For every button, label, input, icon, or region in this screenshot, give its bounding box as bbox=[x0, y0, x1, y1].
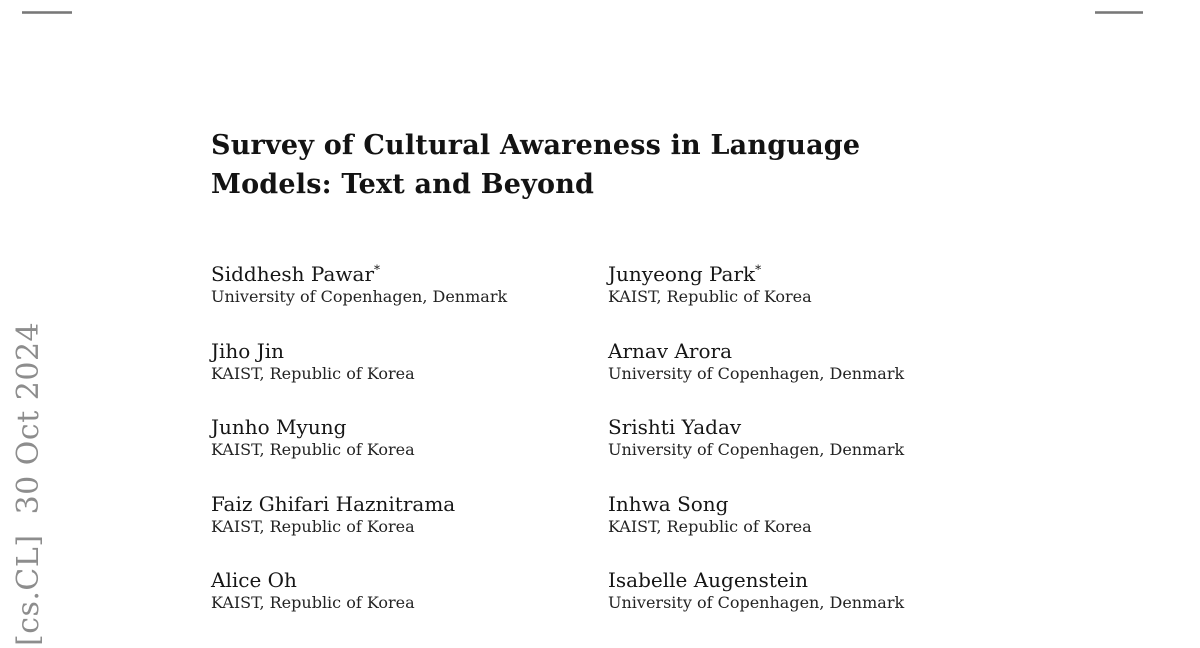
paper-title-line1: Survey of Cultural Awareness in Language bbox=[211, 130, 861, 161]
author-name-text: Jiho Jin bbox=[211, 338, 284, 363]
author-name-text: Inhwa Song bbox=[608, 491, 729, 516]
author-affiliation: KAIST, Republic of Korea bbox=[211, 363, 415, 383]
author-name-text: Srishti Yadav bbox=[608, 415, 742, 439]
author-affiliation: University of Copenhagen, Denmark bbox=[608, 363, 905, 383]
author-affiliation: University of Copenhagen, Denmark bbox=[608, 440, 905, 459]
arxiv-sidebar-stamp: [cs.CL] 30 Oct 2024 bbox=[11, 321, 46, 646]
author-affiliation: University of Copenhagen, Denmark bbox=[608, 593, 905, 612]
top-right-crop-mark bbox=[1095, 11, 1143, 14]
author-affiliation: KAIST, Republic of Korea bbox=[211, 516, 415, 536]
author-name-text: Junho Myung bbox=[211, 415, 347, 439]
author-name bbox=[211, 414, 608, 440]
author-block bbox=[608, 338, 1005, 415]
author-name-text: Isabelle Augenstein bbox=[608, 568, 808, 592]
author-block bbox=[608, 414, 1005, 491]
author-affiliation: KAIST, Republic of Korea bbox=[608, 287, 812, 306]
paper-title-line2: Models: Text and Beyond bbox=[211, 169, 595, 200]
author-name bbox=[211, 261, 608, 287]
author-block bbox=[211, 491, 608, 568]
author-block bbox=[211, 414, 608, 491]
author-block bbox=[211, 567, 608, 644]
paper-title bbox=[211, 126, 860, 204]
author-name bbox=[211, 491, 608, 517]
author-affiliation: KAIST, Republic of Korea bbox=[211, 440, 415, 459]
author-name-text: Siddhesh Pawar bbox=[211, 262, 375, 286]
authors-grid bbox=[211, 261, 1005, 644]
author-block bbox=[211, 338, 608, 415]
author-name bbox=[211, 567, 608, 593]
author-block bbox=[608, 491, 1005, 568]
author-block bbox=[608, 567, 1005, 644]
author-name bbox=[608, 567, 1005, 593]
author-name-text: Arnav Arora bbox=[608, 338, 732, 363]
author-name bbox=[608, 261, 1005, 287]
author-affiliation: KAIST, Republic of Korea bbox=[608, 516, 812, 536]
author-name bbox=[211, 338, 608, 364]
author-name-text: Junyeong Park bbox=[608, 262, 756, 286]
top-left-crop-mark bbox=[22, 11, 72, 14]
author-name bbox=[608, 338, 1005, 364]
author-name bbox=[608, 491, 1005, 517]
author-block bbox=[608, 261, 1005, 338]
author-footnote-marker: * bbox=[374, 262, 381, 277]
author-name-text: Faiz Ghifari Haznitrama bbox=[211, 491, 456, 516]
author-affiliation: University of Copenhagen, Denmark bbox=[211, 287, 508, 306]
author-name-text: Alice Oh bbox=[211, 568, 297, 592]
author-name bbox=[608, 414, 1005, 440]
author-block bbox=[211, 261, 608, 338]
author-affiliation: KAIST, Republic of Korea bbox=[211, 593, 415, 612]
author-footnote-marker: * bbox=[755, 262, 762, 277]
